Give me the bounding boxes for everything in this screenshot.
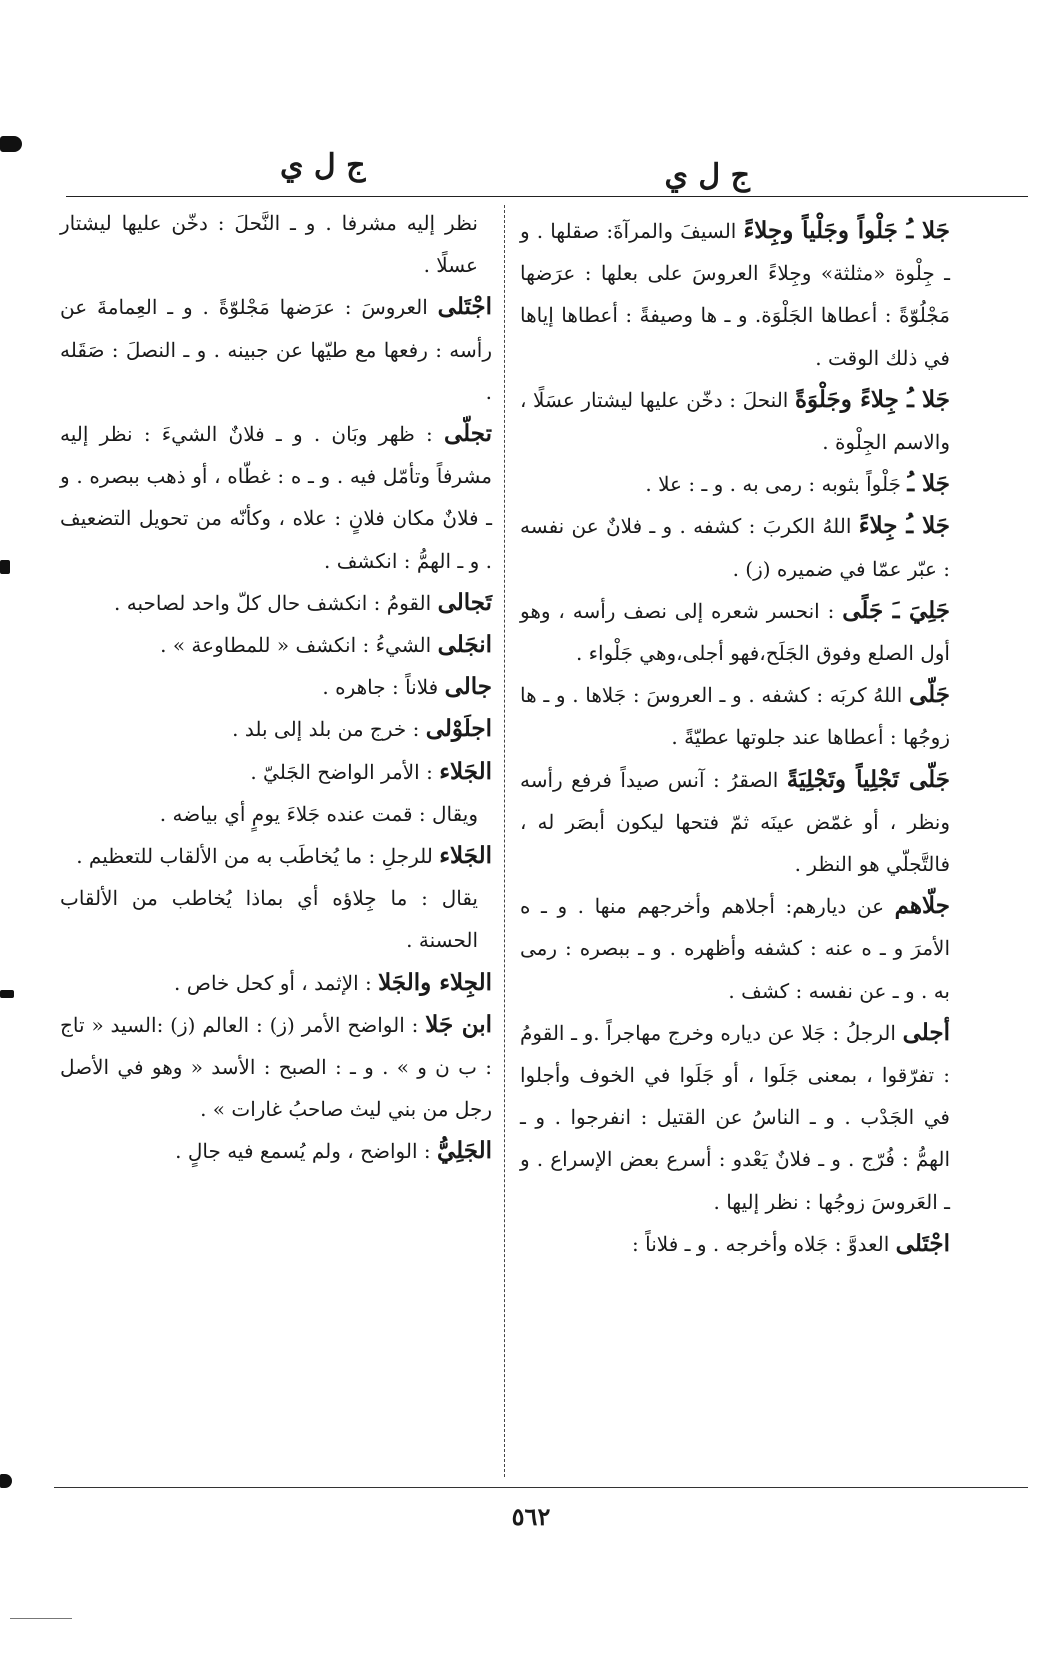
entry-headword: جَلا ـُ جِلاءً (858, 512, 951, 540)
header-rule (66, 196, 1028, 197)
entry-headword: الجِلاء والجَلا (378, 968, 492, 996)
entry-definition: عن ديارهم: أجلاهم وأخرجهم منها . و ـ ه الأمرَ و ـ ه عنه : كشفه وأظهره . و ـ ببصره : رمى به . و ـ عن نفسه : كشف . (520, 894, 950, 1003)
entry-definition: نظر إليه مشرفا . و ـ النَّحلَ : دخّن عليها ليشتار عسلًا . (60, 211, 478, 278)
dictionary-entry (520, 885, 950, 1012)
dictionary-entry (60, 793, 492, 835)
entry-headword: أجلى (902, 1018, 950, 1046)
dictionary-entry (60, 1004, 492, 1131)
dictionary-entry (60, 413, 492, 582)
dictionary-entry (520, 1012, 950, 1223)
entry-headword: جَلّى (908, 681, 950, 709)
dictionary-entry (60, 962, 492, 1004)
footer-rule (54, 1487, 1028, 1488)
entry-headword: اجْتَلى (895, 1229, 950, 1257)
margin-mark (0, 990, 14, 998)
entry-headword: ابن جَلا (425, 1010, 492, 1038)
entry-definition: : الأمر الواضح الجَليّ . (250, 759, 440, 784)
dictionary-entry (60, 624, 492, 666)
entry-headword: الجَلاء (439, 757, 492, 785)
entry-definition: ويقال : قمت عنده جَلاءَ يومٍ أي بياضه . (159, 801, 478, 826)
entry-definition: : الواضح ، ولم يُسمع فيه جالٍ . (175, 1139, 437, 1164)
dictionary-entry (60, 202, 492, 286)
margin-mark (0, 560, 10, 574)
entry-headword: اجْتَلى (437, 293, 492, 321)
entry-headword: جلّاهم (894, 892, 950, 920)
dictionary-entry (60, 286, 492, 413)
entry-headword: جَلِيَ ـَ جَلًى (842, 596, 950, 624)
entry-headword: تجلّى (443, 420, 492, 448)
entry-headword: جَلا ـُ جَلْواً وجَلْياً وجِلاءً (743, 217, 950, 244)
entry-definition: فلاناً : جاهره . (322, 675, 445, 700)
header-root-left: ج ل ي (280, 148, 366, 183)
entry-definition: العروسَ : عرَضها مَجْلوّةً . و ـ العِمامةَ عن رأسه : رفعها مع طيّها عن جبينه . و ـ النصلَ : صَقَله . (60, 295, 492, 404)
dictionary-entry (520, 674, 950, 758)
margin-mark (0, 1474, 12, 1488)
entry-definition: العدوَّ : جَلاه وأخرجه . و ـ فلاناً : (632, 1231, 896, 1256)
dictionary-entry (520, 759, 950, 886)
dictionary-entry (520, 379, 950, 463)
dictionary-entry (520, 210, 950, 379)
dictionary-entry (520, 1223, 950, 1265)
margin-mark (0, 136, 22, 152)
entry-definition: : ظهر وبَان . و ـ فلانٌ الشيءَ : نظر إليه مشرفاً وتأمّل فيه . و ـ ه : غطّاه ، أو ذهب ببصره . و ـ فلانٌ مكان فلانٍ : علاه ، وكأنّه من تحويل التضعيف . و ـ الهمُّ : انكشف . (60, 422, 492, 573)
entry-headword: تَجالى (437, 588, 492, 616)
entry-headword: جالى (444, 673, 492, 701)
header-root-right: ج ل ي (664, 158, 750, 193)
dictionary-entry (520, 463, 950, 505)
entry-headword: جَلا ـُ (907, 470, 950, 498)
entry-headword: الجَلِيُّ (436, 1137, 492, 1165)
dictionary-entry (60, 751, 492, 793)
entry-headword: جَلا ـُ جِلاءً وجَلْوَةً (794, 385, 950, 413)
entry-definition: الشيءُ : انكشف « للمطاوعة » . (160, 633, 438, 658)
entry-definition: الصقرُ : آنس صيداً فرفع رأسه ونظر ، أو غمّض عينَه ثمّ فتحها ليكون أبصَر له ، فالتَّجلّي هو النظر . (520, 767, 950, 877)
entry-definition: اللهُ الكربَ : كشفه . و ـ فلانٌ عن نفسه : عبّر عمّا في ضميره (ز) . (520, 514, 950, 581)
entry-definition: الرجلُ : جَلا عن دياره وخرج مهاجراً .و ـ القومُ : تفرّقوا ، بمعنى جَلَوا ، أو جَلَوا في الخوف وأجلوا في الجَدْب . و ـ الناسُ عن القتيل : انفرجوا . و ـ الهمُّ : فُرّج . و ـ فلانٌ يَعْدو : أسرع بعض الإسراع . و ـ العَروسَ زوجُها : نظر إليها . (520, 1020, 950, 1214)
entry-headword: اجلَوْلى (425, 715, 492, 743)
entry-definition: : انحسر شعره إلى نصف رأسه ، وهو أول الصلع وفوق الجَلَح،فهو أجلى،وهي جَلْواء . (520, 598, 950, 666)
right-column (520, 210, 950, 1265)
dictionary-entry (60, 582, 492, 624)
entry-definition: : الإثمد ، أو كحل خاص . (174, 970, 379, 995)
dictionary-entry (60, 835, 492, 877)
dictionary-entry (60, 666, 492, 708)
entry-definition: جَلْواً بثوبه : رمى به . و ـ : علا . (645, 472, 908, 497)
entry-definition: القومُ : انكشف حال كلّ واحد لصاحبه . (114, 590, 438, 615)
dictionary-entry (60, 708, 492, 750)
page-number: ٥٦٢ (511, 1502, 551, 1531)
entry-definition: : الواضح الأمر (ز) : العالم (ز) :السيد « تاج : ب ن و » . و ـ : الصبح : الأسد « وهو في الأصل رجل من بني ليث صاحبُ غارات » . (60, 1012, 492, 1122)
dictionary-entry (60, 877, 492, 961)
entry-headword: جَلّى تَجْلِياً وتَجْلِيَةً (786, 765, 950, 793)
dictionary-entry (520, 505, 950, 589)
dictionary-entry (520, 590, 950, 674)
page-header (60, 148, 1020, 196)
entry-definition: : خرج من بلد إلى بلد . (232, 717, 426, 742)
entry-definition: للرجلِ : ما يُخاطَب به من الألقاب للتعظيم . (76, 844, 440, 869)
entry-definition: السيفَ والمرآةَ: صقلها . و ـ جِلْوة «مثلثة» وجِلاءً العروسَ على بعلها : عرَضها مَجْلُوّةً : أعطاها الجَلْوَة. و ـ ها وصيفةً : أعطاها إياها في ذلك الوقت . (520, 219, 950, 370)
column-divider (504, 205, 505, 1477)
entry-definition: اللهُ كربَه : كشفه . و ـ العروسَ : جَلاها . و ـ ها زوجُها : أعطاها عند جلوتها عطيّةً . (520, 683, 950, 750)
entry-headword: انجَلى (437, 631, 492, 659)
scan-edge-line (10, 1618, 72, 1619)
entry-headword: الجَلاء (439, 842, 492, 870)
left-column (60, 202, 492, 1173)
dictionary-entry (60, 1130, 492, 1172)
entry-definition: النحلَ : دخّن عليها ليشتار عسَلًا ، والاسم الجِلْوة . (520, 387, 950, 455)
entry-definition: يقال : ما جِلاؤه أي بماذا يُخاطب من الألقاب الحسنة . (60, 886, 478, 953)
